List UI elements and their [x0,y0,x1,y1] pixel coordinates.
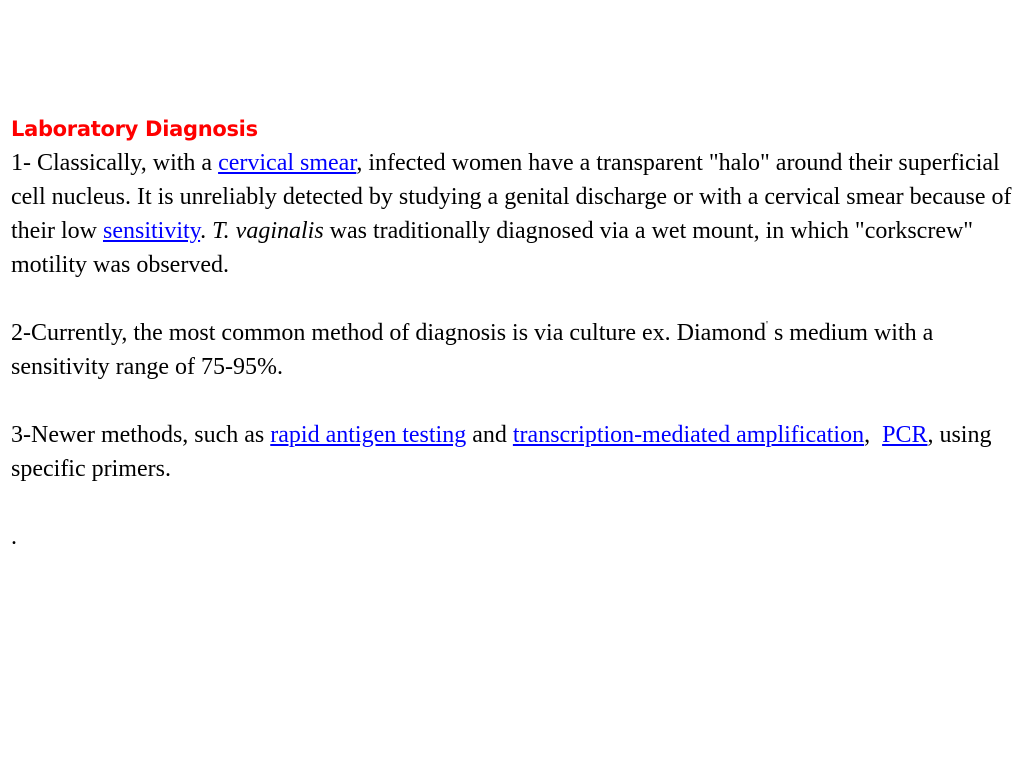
link-cervical-smear[interactable]: cervical smear [218,150,357,176]
text-run: and [466,422,513,448]
link-transcription-mediated-amplification[interactable]: transcription-mediated amplification [512,422,865,448]
text-run: was traditionally diagnosed via a wet mount, in which "corkscrew" motility was observed. [11,218,974,278]
text-run: 2-Currently, the most common method of diagnosis is via culture ex. Diamond [11,320,766,346]
text-run: s medium with a sensitivity range of 75-95%. [11,320,934,380]
trailing-period: . [11,524,17,550]
link-rapid-antigen-testing[interactable]: rapid antigen testing [270,422,467,448]
species-name: T. vaginalis [212,218,324,244]
apostrophe-mark: ' [765,319,768,331]
slide-body [11,112,1016,554]
text-run: , [864,422,883,448]
paragraph-spacer [11,486,1016,520]
paragraph-current-method [11,316,1016,384]
text-run: . [200,218,213,244]
text-run: , infected women have a transparent "halo" around their superficial cell nucleus. It is unreliably detected by studying a genital discharge or with a cervical smear because of their low [11,150,1012,244]
link-sensitivity[interactable]: sensitivity [102,218,201,244]
paragraph-spacer [11,282,1016,316]
text-run: 1- Classically, with a [11,150,219,176]
paragraph-classical-diagnosis [11,146,1016,282]
link-pcr[interactable]: PCR [882,422,928,448]
text-run: , using specific primers. [11,422,992,482]
text-run: 3-Newer methods, such as [11,422,271,448]
slide-heading: Laboratory Diagnosis [11,117,258,141]
paragraph-spacer [11,384,1016,418]
paragraph-newer-methods [11,418,1016,486]
